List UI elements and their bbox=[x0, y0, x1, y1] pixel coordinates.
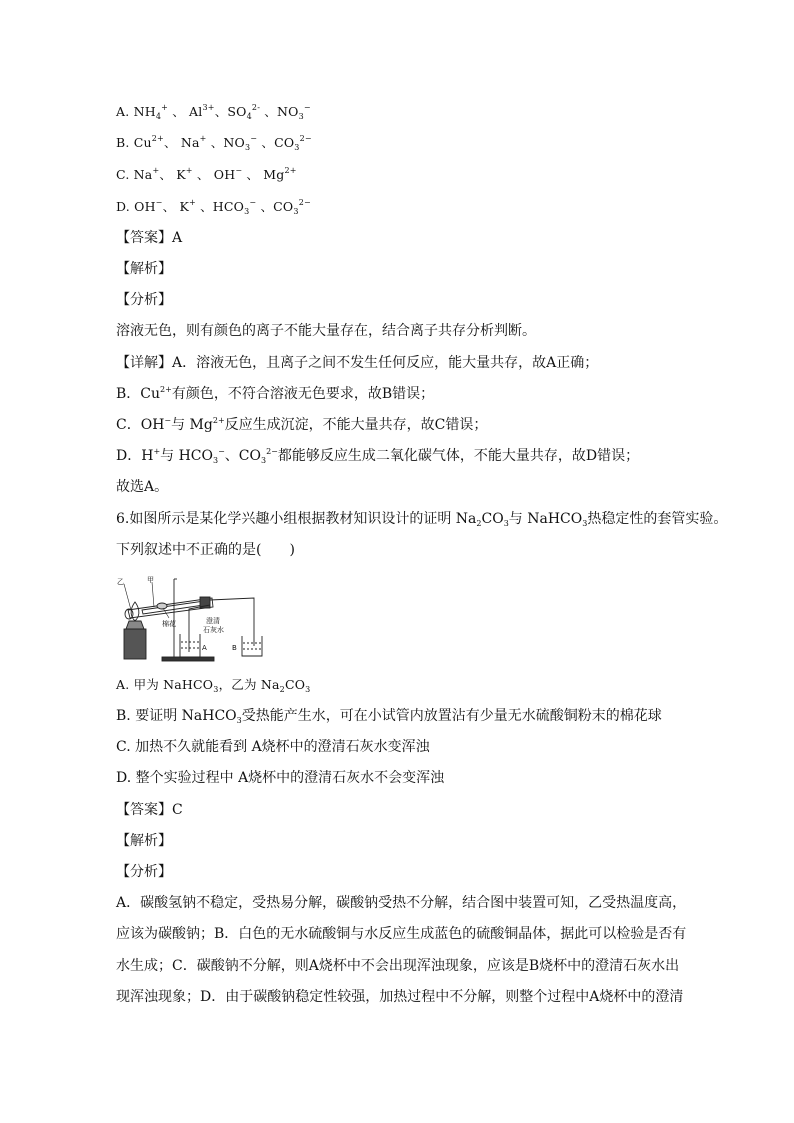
fenxi-label-q5 bbox=[116, 291, 172, 309]
label-a: A bbox=[202, 644, 207, 652]
option-text: 、 K bbox=[159, 167, 186, 182]
paragraph-text: 有颜色，不符合溶液无色要求，故B错误； bbox=[171, 386, 435, 402]
option-text: C. 加热不久就能看到 A烧杯中的澄清石灰水变浑浊 bbox=[116, 739, 430, 755]
option-d-q5 bbox=[116, 198, 311, 216]
superscript: + bbox=[199, 134, 207, 143]
paragraph-text: A．溶液无色，且离子之间不发生任何反应，能大量共存，故A正确； bbox=[172, 355, 599, 371]
subscript: 3 bbox=[236, 716, 242, 725]
analysis-line-1 bbox=[116, 894, 686, 912]
question-text: 下列叙述中不正确的是( ) bbox=[116, 542, 295, 558]
question-text: 热稳定性的套管实验。 bbox=[587, 511, 728, 527]
analysis-label: 【解析】 bbox=[116, 261, 172, 277]
question-text: 6.如图所示是某化学兴趣小组根据教材知识设计的证明 Na bbox=[116, 511, 477, 527]
analysis-line-3 bbox=[116, 957, 679, 975]
conclusion-q5 bbox=[116, 478, 168, 496]
detail-a-q5 bbox=[116, 354, 598, 372]
subscript: 3 bbox=[503, 519, 509, 528]
option-text: ，乙为 Na bbox=[218, 677, 280, 692]
answer-value: A bbox=[172, 230, 183, 246]
option-text: 、CO bbox=[257, 135, 295, 150]
answer-label: 【答案】 bbox=[116, 230, 172, 246]
subscript: 4 bbox=[155, 112, 162, 121]
paragraph-text: 故选A。 bbox=[116, 479, 169, 495]
option-text: 、HCO bbox=[195, 199, 245, 214]
paragraph-text: 与 HCO bbox=[160, 448, 213, 464]
superscript: + bbox=[189, 198, 196, 207]
label-yi: 乙 bbox=[117, 578, 124, 586]
superscript: + bbox=[185, 166, 193, 175]
option-b-q6 bbox=[116, 707, 662, 725]
option-text: D. 整个实验过程中 A烧杯中的澄清石灰水不会变浑浊 bbox=[116, 770, 445, 786]
paragraph-text: 应该为碳酸钠；B．白色的无水硫酸铜与水反应生成蓝色的硫酸铜晶体，据此可以检验是否有 bbox=[116, 926, 687, 942]
fenxi-label-q6 bbox=[116, 863, 172, 881]
analysis-label-q5 bbox=[116, 260, 172, 278]
label-shihuishui: 石灰水 bbox=[203, 626, 224, 634]
answer-line-q5 bbox=[116, 229, 182, 247]
superscript: 2+ bbox=[212, 416, 225, 425]
superscript: + bbox=[153, 447, 161, 456]
paragraph-text: 都能够反应生成二氧化碳气体，不能大量共存，故D错误； bbox=[277, 448, 640, 464]
superscript: − bbox=[218, 447, 225, 456]
subscript: 3 bbox=[294, 143, 300, 152]
option-text: A. NH bbox=[116, 104, 156, 119]
superscript: − bbox=[249, 198, 257, 207]
leader-line bbox=[152, 582, 154, 607]
superscript: 2- bbox=[251, 103, 261, 112]
analysis-label-q6 bbox=[116, 832, 172, 850]
leader-line bbox=[124, 584, 131, 610]
paragraph-text: B．Cu bbox=[116, 386, 161, 402]
subscript: 3 bbox=[213, 456, 219, 465]
question-text: CO bbox=[481, 511, 504, 527]
superscript: − bbox=[303, 103, 311, 112]
option-text: 、 Mg bbox=[242, 167, 285, 182]
superscript: 2+ bbox=[284, 166, 297, 175]
subscript: 3 bbox=[582, 519, 588, 528]
superscript: + bbox=[161, 103, 169, 112]
paragraph-text: 水生成；C．碳酸钠不分解，则A烧杯中不会出现浑浊现象，应该是B烧杯中的澄清石灰水出 bbox=[116, 958, 680, 974]
option-text: 、NO bbox=[260, 104, 299, 119]
paragraph-text: D．H bbox=[116, 448, 154, 464]
paragraph-text: 现浑浊现象；D．由于碳酸钠稳定性较强，加热过程中不分解，则整个过程中A烧杯中的澄清 bbox=[116, 989, 684, 1005]
paragraph-text: C．OH bbox=[116, 417, 165, 433]
analysis-line-4 bbox=[116, 988, 683, 1006]
paragraph-text: A．碳酸氢钠不稳定，受热易分解，碳酸钠受热不分解，结合图中装置可知，乙受热温度高， bbox=[116, 895, 687, 911]
analysis-line-2 bbox=[116, 925, 686, 943]
superscript: − bbox=[250, 134, 258, 143]
subscript: 3 bbox=[213, 685, 219, 694]
fenxi-label: 【分析】 bbox=[116, 292, 172, 308]
superscript: − bbox=[235, 166, 243, 175]
superscript: 2− bbox=[299, 134, 312, 143]
label-jia: 甲 bbox=[147, 576, 154, 584]
option-text: D. OH bbox=[116, 199, 156, 214]
analysis-label: 【解析】 bbox=[116, 833, 172, 849]
stand-base bbox=[162, 657, 214, 661]
label-chengqing: 澄清 bbox=[206, 617, 220, 625]
option-text: B. 要证明 NaHCO bbox=[116, 708, 237, 724]
option-text: A. 甲为 NaHCO bbox=[116, 677, 214, 692]
detail-d-q5 bbox=[116, 447, 639, 465]
option-text: C. Na bbox=[116, 167, 153, 182]
label-mianhua: 棉花 bbox=[162, 620, 176, 628]
paragraph-text: 反应生成沉淀，不能大量共存，故C错误； bbox=[224, 417, 488, 433]
superscript: 2− bbox=[298, 198, 311, 207]
superscript: − bbox=[164, 416, 172, 425]
option-a-q6 bbox=[116, 676, 310, 694]
beaker-a bbox=[180, 634, 200, 657]
option-text: 、NO bbox=[206, 135, 245, 150]
option-a-q5 bbox=[116, 103, 311, 121]
option-text: 、 Na bbox=[163, 135, 200, 150]
question-text: 与 NaHCO bbox=[508, 511, 583, 527]
option-c-q6 bbox=[116, 738, 430, 756]
option-text: 受热能产生水，可在小试管内放置沾有少量无水硫酸铜粉末的棉花球 bbox=[241, 708, 662, 724]
answer-value: C bbox=[172, 802, 183, 818]
question-6-stem bbox=[116, 510, 727, 528]
answer-label: 【答案】 bbox=[116, 802, 172, 818]
detail-c-q5 bbox=[116, 416, 487, 434]
cotton-ball bbox=[157, 603, 167, 609]
option-b-q5 bbox=[116, 134, 312, 152]
question-6-stem-line2 bbox=[116, 541, 295, 559]
fenxi-label: 【分析】 bbox=[116, 864, 172, 880]
subscript: 2 bbox=[279, 685, 285, 694]
answer-line-q6 bbox=[116, 801, 183, 819]
subscript: 3 bbox=[261, 456, 267, 465]
subscript: 3 bbox=[298, 112, 304, 121]
paragraph-text: 溶液无色，则有颜色的离子不能大量存在，结合离子共存分析判断。 bbox=[116, 323, 536, 339]
fenxi-text-q5 bbox=[116, 322, 536, 340]
subscript: 4 bbox=[246, 112, 252, 121]
burner-top bbox=[126, 621, 144, 629]
option-text: 、SO bbox=[214, 104, 247, 119]
detail-label: 【详解】 bbox=[116, 355, 172, 371]
superscript: 3+ bbox=[202, 103, 215, 112]
subscript: 3 bbox=[305, 685, 311, 694]
option-text: 、CO bbox=[256, 199, 294, 214]
option-text: B. Cu bbox=[116, 135, 152, 150]
superscript: − bbox=[155, 198, 163, 207]
superscript: 2− bbox=[266, 447, 278, 456]
superscript: 2+ bbox=[151, 134, 164, 143]
option-d-q6 bbox=[116, 769, 444, 787]
option-text: 、 K bbox=[162, 199, 189, 214]
option-text: CO bbox=[284, 677, 306, 692]
subscript: 3 bbox=[293, 207, 299, 216]
option-text: 、 OH bbox=[192, 167, 236, 182]
detail-b-q5 bbox=[116, 385, 434, 403]
option-c-q5 bbox=[116, 166, 297, 184]
superscript: + bbox=[152, 166, 160, 175]
experiment-apparatus-diagram bbox=[114, 574, 266, 664]
beaker-b bbox=[242, 636, 262, 656]
paragraph-text: 与 Mg bbox=[171, 417, 213, 433]
subscript: 3 bbox=[244, 207, 250, 216]
option-text: 、 Al bbox=[168, 104, 203, 119]
paragraph-text: 、CO bbox=[224, 448, 261, 464]
label-b: B bbox=[232, 644, 237, 652]
superscript: 2+ bbox=[160, 385, 172, 394]
subscript: 2 bbox=[476, 519, 482, 528]
burner-body bbox=[124, 629, 146, 659]
subscript: 3 bbox=[245, 143, 251, 152]
